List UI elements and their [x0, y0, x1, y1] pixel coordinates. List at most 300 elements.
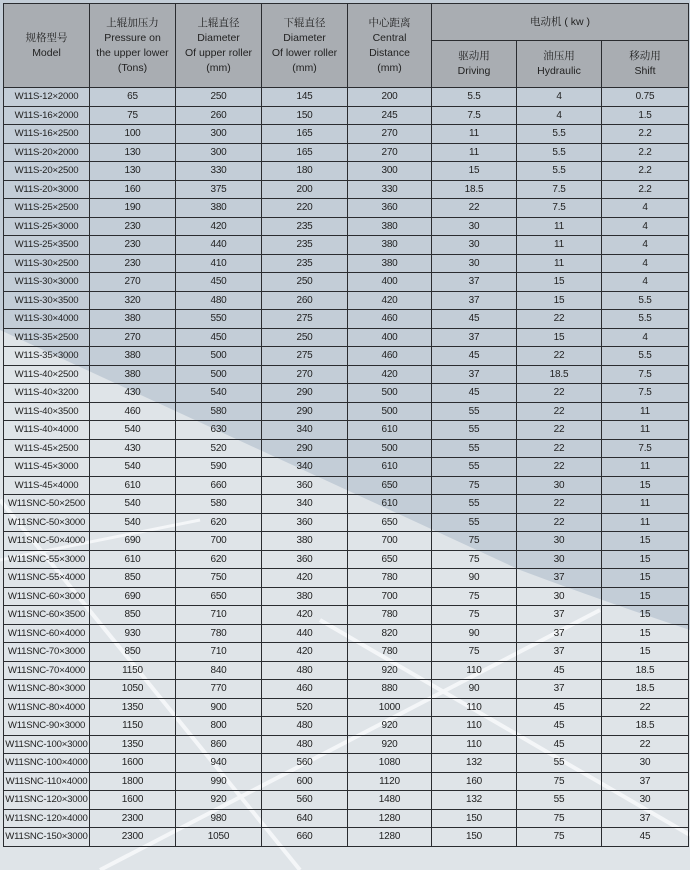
cell-hydraulic: 45 [517, 735, 602, 754]
cell-hydraulic: 75 [517, 828, 602, 847]
table-row [4, 199, 689, 218]
cell-driving: 90 [432, 624, 517, 643]
table-row [4, 180, 689, 199]
cell-hydraulic: 22 [517, 458, 602, 477]
cell-pressure: 380 [90, 310, 176, 329]
cell-driving: 45 [432, 310, 517, 329]
table-row [4, 550, 689, 569]
cell-central-distance: 920 [348, 735, 432, 754]
table-row [4, 717, 689, 736]
cell-driving: 75 [432, 587, 517, 606]
table-row [4, 661, 689, 680]
cell-model: W11S-45×2500 [4, 439, 90, 458]
cell-central-distance: 380 [348, 217, 432, 236]
cell-shift: 15 [602, 532, 689, 551]
cell-upper-roller: 990 [176, 772, 262, 791]
cell-shift: 4 [602, 273, 689, 292]
cell-model: W11SNC-60×4000 [4, 624, 90, 643]
cell-shift: 22 [602, 735, 689, 754]
cell-upper-roller: 650 [176, 587, 262, 606]
cell-driving: 110 [432, 735, 517, 754]
cell-pressure: 2300 [90, 828, 176, 847]
cell-hydraulic: 75 [517, 809, 602, 828]
cell-central-distance: 245 [348, 106, 432, 125]
cell-hydraulic: 11 [517, 217, 602, 236]
cell-lower-roller: 290 [262, 384, 348, 403]
cell-shift: 37 [602, 809, 689, 828]
cell-lower-roller: 380 [262, 532, 348, 551]
table-row [4, 772, 689, 791]
cell-driving: 132 [432, 791, 517, 810]
table-row [4, 791, 689, 810]
table-row [4, 384, 689, 403]
header-shift: 移动用 Shift [602, 41, 689, 88]
cell-lower-roller: 420 [262, 569, 348, 588]
cell-upper-roller: 620 [176, 513, 262, 532]
cell-shift: 15 [602, 606, 689, 625]
cell-hydraulic: 30 [517, 532, 602, 551]
cell-hydraulic: 22 [517, 421, 602, 440]
cell-shift: 15 [602, 569, 689, 588]
cell-hydraulic: 37 [517, 624, 602, 643]
cell-model: W11S-30×3000 [4, 273, 90, 292]
cell-model: W11SNC-55×3000 [4, 550, 90, 569]
cell-pressure: 930 [90, 624, 176, 643]
cell-central-distance: 300 [348, 162, 432, 181]
cell-hydraulic: 45 [517, 698, 602, 717]
cell-upper-roller: 250 [176, 88, 262, 107]
table-row [4, 569, 689, 588]
cell-shift: 2.2 [602, 143, 689, 162]
table-row [4, 828, 689, 847]
table-row [4, 587, 689, 606]
cell-upper-roller: 750 [176, 569, 262, 588]
cell-central-distance: 270 [348, 125, 432, 144]
table-row [4, 439, 689, 458]
cell-model: W11SNC-100×4000 [4, 754, 90, 773]
cell-hydraulic: 30 [517, 587, 602, 606]
cell-shift: 11 [602, 495, 689, 514]
cell-central-distance: 500 [348, 439, 432, 458]
cell-lower-roller: 560 [262, 754, 348, 773]
cell-pressure: 2300 [90, 809, 176, 828]
cell-hydraulic: 22 [517, 310, 602, 329]
cell-lower-roller: 145 [262, 88, 348, 107]
cell-shift: 45 [602, 828, 689, 847]
cell-lower-roller: 420 [262, 606, 348, 625]
cell-model: W11SNC-120×4000 [4, 809, 90, 828]
cell-shift: 15 [602, 643, 689, 662]
cell-central-distance: 270 [348, 143, 432, 162]
cell-lower-roller: 340 [262, 495, 348, 514]
cell-pressure: 100 [90, 125, 176, 144]
cell-lower-roller: 520 [262, 698, 348, 717]
cell-shift: 0.75 [602, 88, 689, 107]
cell-lower-roller: 235 [262, 217, 348, 236]
cell-model: W11SNC-90×3000 [4, 717, 90, 736]
cell-model: W11S-30×2500 [4, 254, 90, 273]
cell-shift: 4 [602, 217, 689, 236]
cell-driving: 11 [432, 125, 517, 144]
cell-pressure: 230 [90, 236, 176, 255]
cell-lower-roller: 360 [262, 513, 348, 532]
cell-hydraulic: 37 [517, 569, 602, 588]
cell-lower-roller: 480 [262, 735, 348, 754]
cell-hydraulic: 22 [517, 495, 602, 514]
cell-driving: 132 [432, 754, 517, 773]
cell-upper-roller: 480 [176, 291, 262, 310]
cell-central-distance: 1280 [348, 828, 432, 847]
cell-upper-roller: 500 [176, 365, 262, 384]
cell-driving: 30 [432, 217, 517, 236]
cell-driving: 15 [432, 162, 517, 181]
cell-upper-roller: 450 [176, 273, 262, 292]
cell-central-distance: 610 [348, 421, 432, 440]
cell-lower-roller: 275 [262, 347, 348, 366]
cell-upper-roller: 860 [176, 735, 262, 754]
cell-central-distance: 650 [348, 550, 432, 569]
cell-lower-roller: 380 [262, 587, 348, 606]
cell-shift: 30 [602, 791, 689, 810]
cell-lower-roller: 250 [262, 273, 348, 292]
header-pressure: 上辊加压力 Pressure on the upper lower (Tons) [90, 4, 176, 88]
cell-hydraulic: 4 [517, 88, 602, 107]
header-hydraulic: 油压用 Hydraulic [517, 41, 602, 88]
cell-lower-roller: 600 [262, 772, 348, 791]
cell-lower-roller: 180 [262, 162, 348, 181]
cell-pressure: 1600 [90, 754, 176, 773]
cell-hydraulic: 18.5 [517, 365, 602, 384]
cell-shift: 2.2 [602, 125, 689, 144]
cell-shift: 1.5 [602, 106, 689, 125]
cell-driving: 55 [432, 439, 517, 458]
cell-lower-roller: 440 [262, 624, 348, 643]
cell-central-distance: 1480 [348, 791, 432, 810]
cell-driving: 30 [432, 254, 517, 273]
cell-model: W11S-12×2000 [4, 88, 90, 107]
cell-model: W11S-40×4000 [4, 421, 90, 440]
cell-pressure: 75 [90, 106, 176, 125]
cell-upper-roller: 450 [176, 328, 262, 347]
table-body [4, 88, 689, 847]
cell-central-distance: 1080 [348, 754, 432, 773]
cell-central-distance: 780 [348, 569, 432, 588]
cell-lower-roller: 340 [262, 458, 348, 477]
cell-shift: 30 [602, 754, 689, 773]
cell-upper-roller: 380 [176, 199, 262, 218]
cell-model: W11SNC-55×4000 [4, 569, 90, 588]
table-row [4, 735, 689, 754]
cell-lower-roller: 290 [262, 402, 348, 421]
cell-model: W11S-35×3000 [4, 347, 90, 366]
cell-upper-roller: 630 [176, 421, 262, 440]
cell-central-distance: 420 [348, 291, 432, 310]
cell-lower-roller: 260 [262, 291, 348, 310]
cell-upper-roller: 800 [176, 717, 262, 736]
cell-lower-roller: 480 [262, 717, 348, 736]
table-row [4, 328, 689, 347]
cell-upper-roller: 940 [176, 754, 262, 773]
cell-central-distance: 460 [348, 310, 432, 329]
cell-pressure: 1350 [90, 698, 176, 717]
cell-lower-roller: 480 [262, 661, 348, 680]
cell-central-distance: 380 [348, 254, 432, 273]
cell-driving: 45 [432, 347, 517, 366]
cell-hydraulic: 30 [517, 476, 602, 495]
header-lower-roller: 下辊直径 Diameter Of lower roller (mm) [262, 4, 348, 88]
cell-upper-roller: 590 [176, 458, 262, 477]
cell-model: W11S-35×2500 [4, 328, 90, 347]
cell-hydraulic: 7.5 [517, 199, 602, 218]
cell-driving: 55 [432, 421, 517, 440]
cell-driving: 75 [432, 643, 517, 662]
cell-central-distance: 650 [348, 476, 432, 495]
cell-driving: 55 [432, 458, 517, 477]
cell-model: W11SNC-70×4000 [4, 661, 90, 680]
cell-driving: 45 [432, 384, 517, 403]
table-row [4, 273, 689, 292]
header-model: 规格型号 Model [4, 4, 90, 88]
cell-model: W11SNC-80×3000 [4, 680, 90, 699]
cell-driving: 37 [432, 273, 517, 292]
table-row [4, 698, 689, 717]
cell-model: W11SNC-110×4000 [4, 772, 90, 791]
cell-pressure: 540 [90, 513, 176, 532]
cell-central-distance: 500 [348, 384, 432, 403]
cell-central-distance: 700 [348, 587, 432, 606]
cell-driving: 37 [432, 365, 517, 384]
cell-driving: 18.5 [432, 180, 517, 199]
cell-central-distance: 1120 [348, 772, 432, 791]
table-row [4, 754, 689, 773]
cell-model: W11S-25×3000 [4, 217, 90, 236]
cell-model: W11SNC-100×3000 [4, 735, 90, 754]
cell-upper-roller: 540 [176, 384, 262, 403]
cell-lower-roller: 290 [262, 439, 348, 458]
cell-lower-roller: 420 [262, 643, 348, 662]
cell-driving: 160 [432, 772, 517, 791]
cell-shift: 18.5 [602, 717, 689, 736]
cell-upper-roller: 330 [176, 162, 262, 181]
cell-model: W11S-40×3200 [4, 384, 90, 403]
cell-model: W11SNC-60×3500 [4, 606, 90, 625]
cell-pressure: 460 [90, 402, 176, 421]
cell-lower-roller: 200 [262, 180, 348, 199]
cell-upper-roller: 300 [176, 125, 262, 144]
cell-upper-roller: 660 [176, 476, 262, 495]
cell-model: W11S-45×4000 [4, 476, 90, 495]
cell-model: W11S-16×2000 [4, 106, 90, 125]
cell-upper-roller: 520 [176, 439, 262, 458]
table-row [4, 143, 689, 162]
table-row [4, 347, 689, 366]
cell-lower-roller: 360 [262, 550, 348, 569]
table-row [4, 402, 689, 421]
cell-pressure: 850 [90, 569, 176, 588]
cell-driving: 5.5 [432, 88, 517, 107]
cell-central-distance: 1280 [348, 809, 432, 828]
cell-shift: 22 [602, 698, 689, 717]
cell-hydraulic: 7.5 [517, 180, 602, 199]
cell-upper-roller: 550 [176, 310, 262, 329]
cell-hydraulic: 55 [517, 754, 602, 773]
cell-upper-roller: 980 [176, 809, 262, 828]
cell-driving: 75 [432, 550, 517, 569]
cell-model: W11S-30×4000 [4, 310, 90, 329]
cell-driving: 55 [432, 513, 517, 532]
table-row [4, 310, 689, 329]
cell-hydraulic: 22 [517, 439, 602, 458]
cell-central-distance: 460 [348, 347, 432, 366]
cell-model: W11S-45×3000 [4, 458, 90, 477]
cell-pressure: 540 [90, 421, 176, 440]
cell-shift: 11 [602, 421, 689, 440]
cell-pressure: 690 [90, 532, 176, 551]
cell-driving: 7.5 [432, 106, 517, 125]
table-row [4, 624, 689, 643]
cell-lower-roller: 460 [262, 680, 348, 699]
cell-pressure: 540 [90, 495, 176, 514]
cell-driving: 55 [432, 495, 517, 514]
cell-pressure: 1800 [90, 772, 176, 791]
cell-model: W11SNC-50×4000 [4, 532, 90, 551]
cell-hydraulic: 11 [517, 236, 602, 255]
cell-pressure: 610 [90, 476, 176, 495]
cell-hydraulic: 22 [517, 402, 602, 421]
cell-shift: 11 [602, 458, 689, 477]
cell-driving: 90 [432, 569, 517, 588]
cell-central-distance: 200 [348, 88, 432, 107]
cell-central-distance: 1000 [348, 698, 432, 717]
header-driving: 驱动用 Driving [432, 41, 517, 88]
table-row [4, 106, 689, 125]
cell-pressure: 65 [90, 88, 176, 107]
cell-shift: 18.5 [602, 680, 689, 699]
cell-model: W11S-20×2500 [4, 162, 90, 181]
cell-driving: 150 [432, 809, 517, 828]
cell-shift: 18.5 [602, 661, 689, 680]
cell-central-distance: 330 [348, 180, 432, 199]
table-row [4, 643, 689, 662]
cell-upper-roller: 580 [176, 402, 262, 421]
cell-driving: 110 [432, 717, 517, 736]
cell-lower-roller: 560 [262, 791, 348, 810]
cell-upper-roller: 840 [176, 661, 262, 680]
cell-shift: 15 [602, 587, 689, 606]
cell-shift: 37 [602, 772, 689, 791]
cell-upper-roller: 710 [176, 606, 262, 625]
table-row [4, 532, 689, 551]
cell-driving: 75 [432, 476, 517, 495]
cell-lower-roller: 235 [262, 254, 348, 273]
cell-upper-roller: 620 [176, 550, 262, 569]
cell-pressure: 160 [90, 180, 176, 199]
cell-shift: 2.2 [602, 162, 689, 181]
cell-driving: 110 [432, 698, 517, 717]
cell-lower-roller: 360 [262, 476, 348, 495]
cell-model: W11S-25×3500 [4, 236, 90, 255]
table-row [4, 513, 689, 532]
cell-pressure: 130 [90, 162, 176, 181]
cell-model: W11SNC-70×3000 [4, 643, 90, 662]
cell-shift: 7.5 [602, 365, 689, 384]
cell-hydraulic: 15 [517, 328, 602, 347]
cell-upper-roller: 375 [176, 180, 262, 199]
cell-model: W11S-40×3500 [4, 402, 90, 421]
cell-lower-roller: 150 [262, 106, 348, 125]
table-row [4, 291, 689, 310]
cell-central-distance: 610 [348, 458, 432, 477]
cell-pressure: 1350 [90, 735, 176, 754]
cell-hydraulic: 4 [517, 106, 602, 125]
cell-driving: 90 [432, 680, 517, 699]
cell-central-distance: 380 [348, 236, 432, 255]
cell-model: W11S-30×3500 [4, 291, 90, 310]
cell-lower-roller: 270 [262, 365, 348, 384]
cell-hydraulic: 22 [517, 384, 602, 403]
cell-pressure: 540 [90, 458, 176, 477]
cell-hydraulic: 11 [517, 254, 602, 273]
cell-pressure: 130 [90, 143, 176, 162]
cell-central-distance: 920 [348, 717, 432, 736]
cell-central-distance: 650 [348, 513, 432, 532]
cell-driving: 55 [432, 402, 517, 421]
cell-central-distance: 400 [348, 328, 432, 347]
cell-hydraulic: 45 [517, 717, 602, 736]
table-row [4, 809, 689, 828]
cell-central-distance: 920 [348, 661, 432, 680]
cell-central-distance: 400 [348, 273, 432, 292]
cell-central-distance: 780 [348, 606, 432, 625]
cell-shift: 2.2 [602, 180, 689, 199]
cell-upper-roller: 300 [176, 143, 262, 162]
cell-shift: 7.5 [602, 384, 689, 403]
cell-pressure: 430 [90, 384, 176, 403]
cell-lower-roller: 235 [262, 236, 348, 255]
cell-lower-roller: 165 [262, 143, 348, 162]
cell-central-distance: 700 [348, 532, 432, 551]
cell-shift: 4 [602, 236, 689, 255]
cell-upper-roller: 780 [176, 624, 262, 643]
cell-shift: 4 [602, 199, 689, 218]
table-row [4, 606, 689, 625]
cell-pressure: 270 [90, 328, 176, 347]
cell-hydraulic: 37 [517, 680, 602, 699]
cell-upper-roller: 420 [176, 217, 262, 236]
cell-pressure: 1150 [90, 717, 176, 736]
cell-shift: 4 [602, 254, 689, 273]
cell-hydraulic: 22 [517, 513, 602, 532]
cell-driving: 150 [432, 828, 517, 847]
cell-upper-roller: 410 [176, 254, 262, 273]
cell-lower-roller: 640 [262, 809, 348, 828]
table-row [4, 254, 689, 273]
cell-model: W11S-40×2500 [4, 365, 90, 384]
cell-pressure: 1050 [90, 680, 176, 699]
cell-driving: 11 [432, 143, 517, 162]
cell-model: W11S-25×2500 [4, 199, 90, 218]
cell-central-distance: 500 [348, 402, 432, 421]
cell-shift: 4 [602, 328, 689, 347]
cell-model: W11SNC-150×3000 [4, 828, 90, 847]
cell-shift: 11 [602, 402, 689, 421]
cell-driving: 30 [432, 236, 517, 255]
cell-upper-roller: 900 [176, 698, 262, 717]
cell-pressure: 380 [90, 347, 176, 366]
cell-model: W11SNC-80×4000 [4, 698, 90, 717]
table-row [4, 458, 689, 477]
cell-pressure: 230 [90, 217, 176, 236]
